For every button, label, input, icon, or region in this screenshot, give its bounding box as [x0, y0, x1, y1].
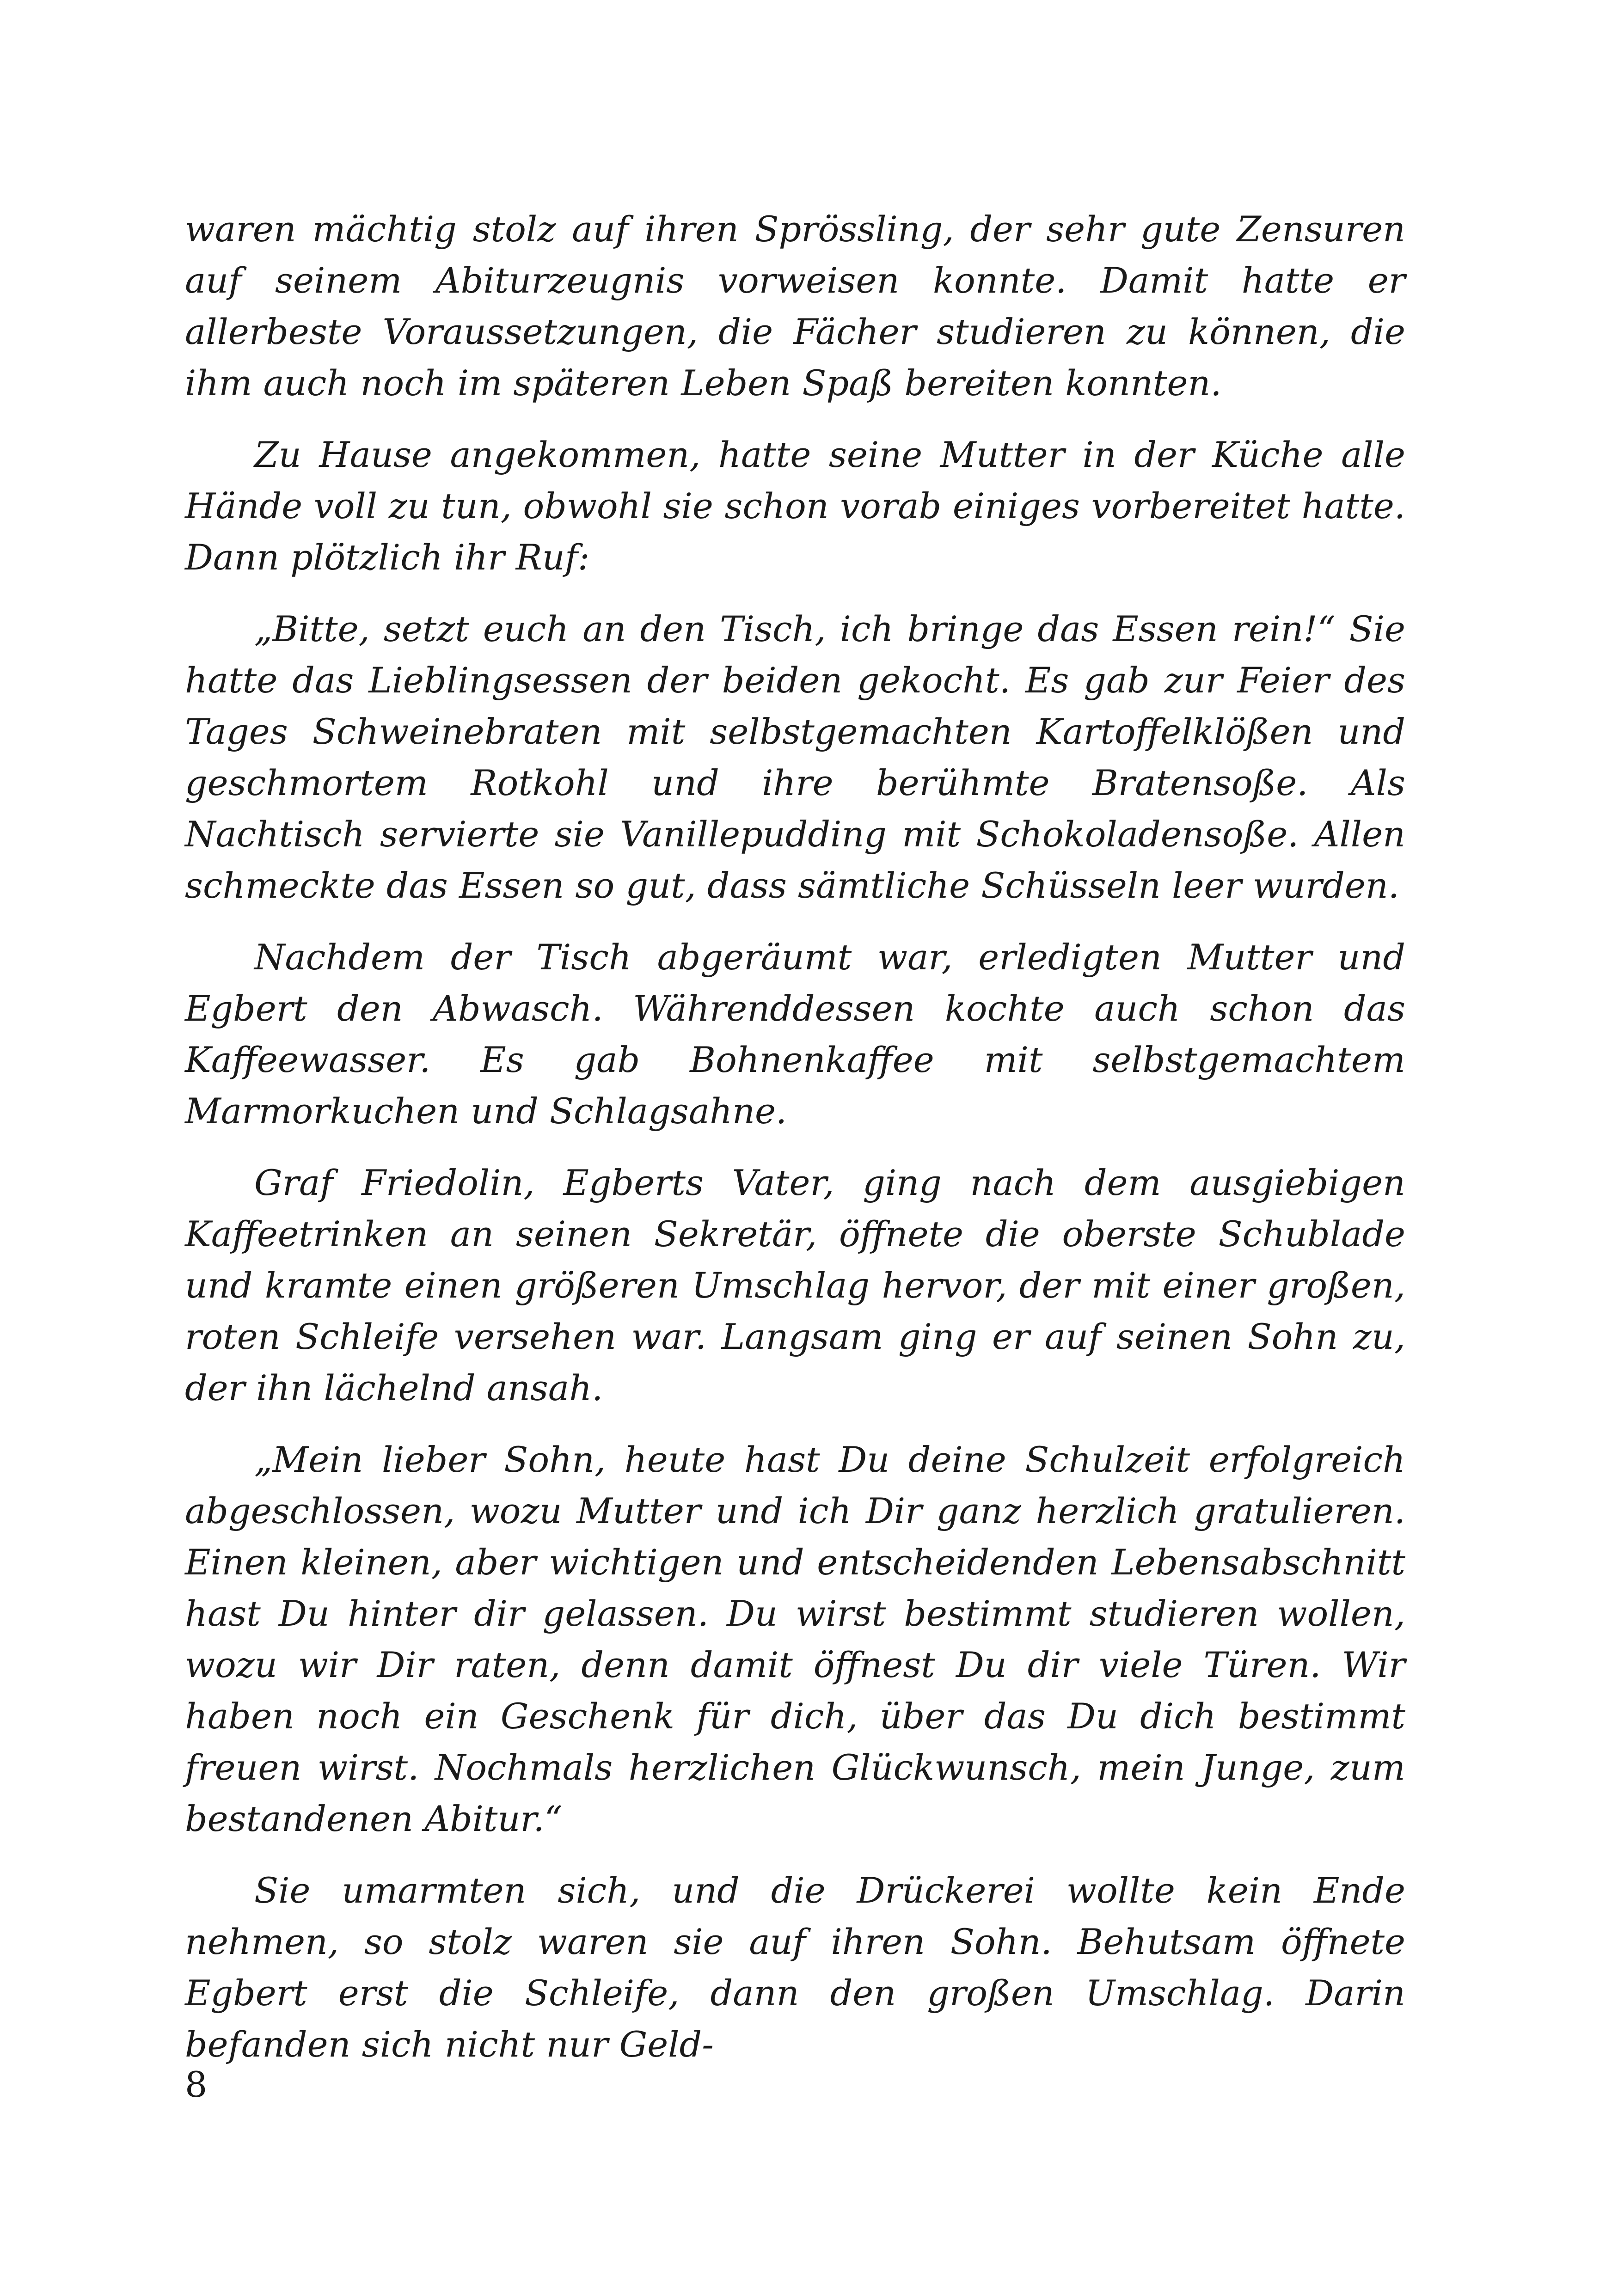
paragraph-3: „Bitte, setzt euch an den Tisch, ich bringe das Essen rein!“ Sie hatte das Lieblingsessen der beiden gekocht. Es gab zur Feier des Tages Schweinebraten mit selbstgemachten Kartoffelklößen und geschmortem Rotkohl und ihre berühmte Bratensoße. Als Nachtisch servierte sie Vanillepudding mit Schokoladensoße. Allen schmeckte das Essen so gut, dass sämtliche Schüsseln leer wurden. [185, 608, 1405, 906]
paragraph-4: Nachdem der Tisch abgeräumt war, erledigten Mutter und Egbert den Abwasch. Währenddessen kochte auch schon das Kaffeewasser. Es gab Bohnenkaffee mit selbstgemachtem Marmorkuchen und Schlagsahne. [185, 937, 1405, 1132]
body-text [185, 203, 1405, 2090]
paragraph-7: Sie umarmten sich, und die Drückerei wollte kein Ende nehmen, so stolz waren sie auf ihren Sohn. Behutsam öffnete Egbert erst die Schleife, dann den großen Umschlag. Darin befanden sich nicht nur Geld- [185, 1870, 1405, 2065]
paragraph-1: waren mächtig stolz auf ihren Sprössling, der sehr gute Zensuren auf seinem Abiturzeugnis vorweisen konnte. Damit hatte er allerbeste Voraussetzungen, die Fächer studieren zu können, die ihm auch noch im späteren Leben Spaß bereiten konnten. [185, 208, 1405, 404]
paragraph-2: Zu Hause angekommen, hatte seine Mutter in der Küche alle Hände voll zu tun, obwohl sie schon vorab einiges vorbereitet hatte. Dann plötzlich ihr Ruf: [185, 434, 1405, 578]
paragraph-5: Graf Friedolin, Egberts Vater, ging nach dem ausgiebigen Kaffeetrinken an seinen Sekretär, öffnete die oberste Schublade und kramte einen größeren Umschlag hervor, der mit einer großen, roten Schleife versehen war. Langsam ging er auf seinen Sohn zu, der ihn lächelnd ansah. [185, 1162, 1405, 1408]
paragraph-6: „Mein lieber Sohn, heute hast Du deine Schulzeit erfolgreich abgeschlossen, wozu Mutter und ich Dir ganz herzlich gratulieren. Einen kleinen, aber wichtigen und entscheidenden Lebensabschnitt hast Du hinter dir gelassen. Du wirst bestimmt studieren wollen, wozu wir Dir raten, denn damit öffnest Du dir viele Türen. Wir haben noch ein Geschenk für dich, über das Du dich bestimmt freuen wirst. Nochmals herzlichen Glückwunsch, mein Junge, zum bestandenen Abitur.“ [185, 1439, 1405, 1839]
page-number: 8 [185, 2064, 208, 2105]
